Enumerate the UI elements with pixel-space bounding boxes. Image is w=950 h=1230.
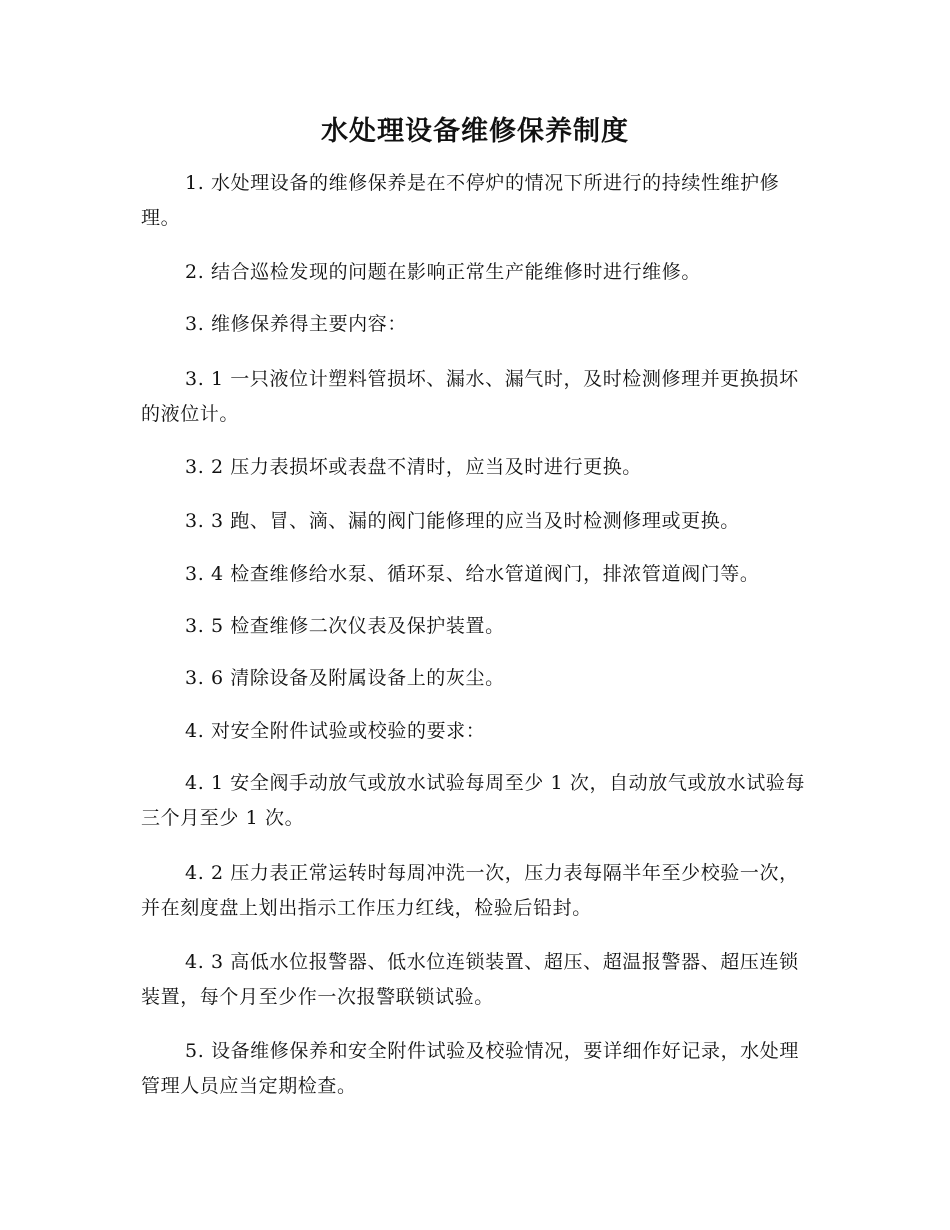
paragraph-4-1: 4. 1 安全阀手动放气或放水试验每周至少 1 次，自动放气或放水试验每三个月至少 1 次。: [141, 772, 806, 829]
paragraph-4-2: 4. 2 压力表正常运转时每周冲洗一次，压力表每隔半年至少校验一次，并在刻度盘上划出指示工作压力红线，检验后铅封。: [141, 862, 799, 919]
paragraph-3-4: 3. 4 检查维修给水泵、循环泵、给水管道阀门，排浓管道阀门等。: [185, 563, 760, 585]
paragraph-3-2: 3. 2 压力表损坏或表盘不清时，应当及时进行更换。: [185, 456, 642, 478]
paragraph-5: 5. 设备维修保养和安全附件试验及校验情况，要详细作好记录，水处理管理人员应当定期检查。: [141, 1040, 799, 1097]
paragraph-3-1: 3. 1 一只液位计塑料管损坏、漏水、漏气时，及时检测修理并更换损坏的液位计。: [141, 368, 799, 425]
paragraph-1: 1. 水处理设备的维修保养是在不停炉的情况下所进行的持续性维护修理。: [141, 172, 780, 229]
document-title: 水处理设备维修保养制度: [321, 116, 629, 147]
paragraph-3-3: 3. 3 跑、冒、滴、漏的阀门能修理的应当及时检测修理或更换。: [185, 510, 740, 532]
paragraph-3-5: 3. 5 检查维修二次仪表及保护装置。: [185, 615, 505, 637]
paragraph-4-3: 4. 3 高低水位报警器、低水位连锁装置、超压、超温报警器、超压连锁装置，每个月至少作一次报警联锁试验。: [141, 951, 799, 1008]
paragraph-4: 4. 对安全附件试验或校验的要求：: [185, 720, 486, 742]
paragraph-2: 2. 结合巡检发现的问题在影响正常生产能维修时进行维修。: [185, 261, 701, 283]
paragraph-3: 3. 维修保养得主要内容：: [185, 313, 407, 335]
paragraph-3-6: 3. 6 清除设备及附属设备上的灰尘。: [185, 667, 505, 689]
